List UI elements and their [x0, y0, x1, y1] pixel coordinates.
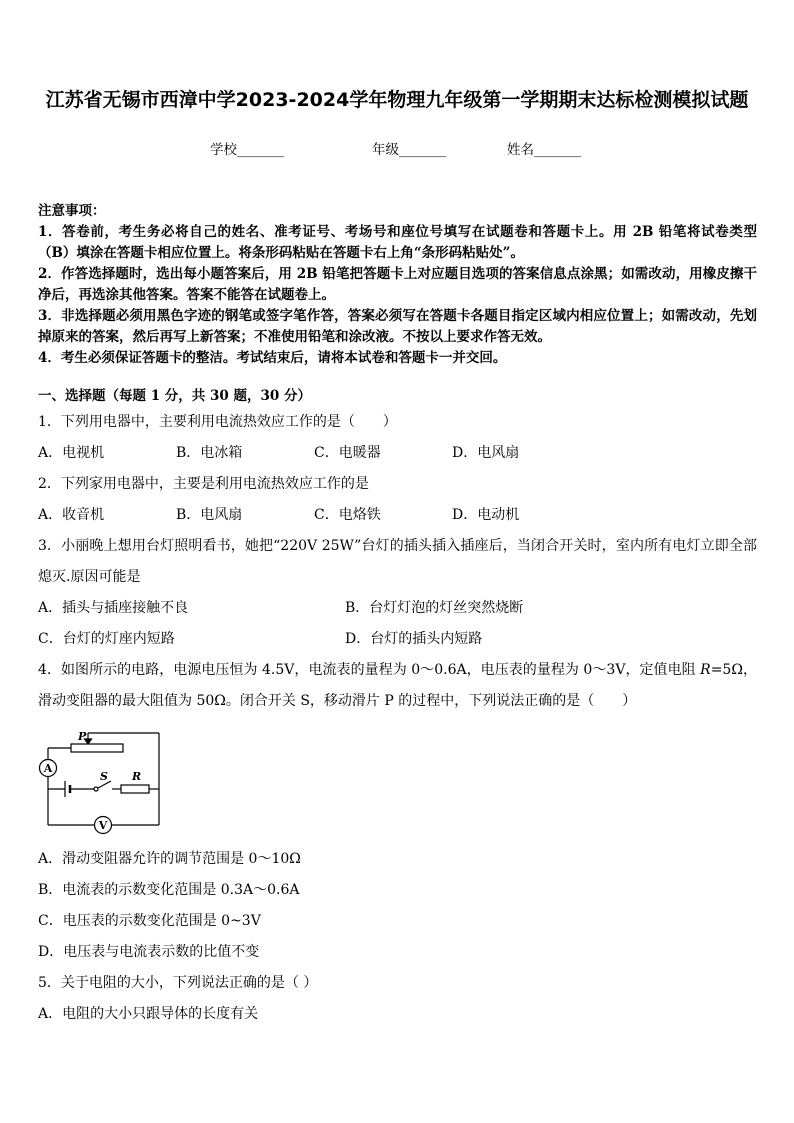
note-item-3: 3．非选择题必须用黑色字迹的钢笔或签字笔作答，答案必须写在答题卡各题目指定区域内相应位置上；如需改动，先划掉原来的答案，然后再写上新答案；不准使用铅笔和涂改液。不按以上要求作答无效。 — [38, 308, 757, 345]
question-3-options-row-2 — [38, 624, 757, 655]
notes-heading: 注意事项： — [38, 203, 106, 219]
question-4-stem — [38, 655, 757, 717]
exam-title: 江苏省无锡市西漳中学2023-2024学年物理九年级第一学期期末达标检测模拟试题 — [45, 89, 749, 111]
question-1-option-b: B．电冰箱 — [176, 445, 243, 461]
section-heading: 一、选择题（每题 1 分，共 30 题，30 分） — [38, 388, 311, 404]
resistor-label: R — [132, 770, 142, 783]
question-5-option-a: A．电阻的大小只跟导体的长度有关 — [38, 1006, 259, 1022]
rheostat-body — [71, 744, 123, 752]
question-4-stem-variable: R — [700, 662, 711, 678]
question-4-figure — [38, 717, 757, 844]
question-2-option-a: A．收音机 — [38, 507, 105, 523]
question-3-option-c: C．台灯的灯座内短路 — [38, 631, 175, 647]
switch-label: S — [100, 770, 108, 783]
question-3-option-a: A．插头与插座接触不良 — [38, 600, 189, 616]
question-3-option-b: B．台灯灯泡的灯丝突然烧断 — [345, 600, 524, 616]
questions-block — [38, 407, 757, 1030]
slider-label: P — [78, 730, 87, 743]
question-1-option-a: A．电视机 — [38, 445, 105, 461]
school-field: 学校_______ — [210, 142, 285, 158]
question-4-option-c: C．电压表的示数变化范围是 0~3V — [38, 913, 261, 929]
question-4-stem-before: 4．如图所示的电路，电源电压恒为 4.5V，电流表的量程为 0～0.6A，电压表的量程为 0～3V，定值电阻 — [38, 662, 701, 678]
note-item-4: 4．考生必须保证答题卡的整洁。考试结束后，请将本试卷和答题卡一并交回。 — [38, 350, 507, 366]
question-1-stem: 1．下列用电器中，主要利用电流热效应工作的是（ ） — [38, 414, 397, 430]
question-1-option-d: D．电风扇 — [452, 445, 520, 461]
question-4-option-a: A．滑动变阻器允许的调节范围是 0～10Ω — [38, 851, 301, 867]
ammeter-label: A — [43, 762, 53, 775]
question-4-option-b: B．电流表的示数变化范围是 0.3A～0.6A — [38, 882, 300, 898]
question-2-options — [38, 500, 757, 531]
voltmeter-label: V — [98, 819, 108, 832]
question-4-option-d: D．电压表与电流表示数的比值不变 — [38, 944, 260, 960]
question-3-options-row-1 — [38, 593, 757, 624]
notes-block — [38, 201, 757, 369]
note-item-2: 2．作答选择题时，选出每小题答案后，用 2B 铅笔把答题卡上对应题目选项的答案信息点涂黑；如需改动，用橡皮擦干净后，再选涂其他答案。答案不能答在试题卷上。 — [38, 266, 757, 303]
question-4-stem-after: =5Ω，滑动变阻器的最大阻值为 50Ω。闭合开关 S，移动滑片 P 的过程中，下列说法正确的是（ ） — [38, 662, 757, 709]
question-1-options — [38, 438, 757, 469]
grade-field: 年级_______ — [372, 142, 447, 158]
name-field: 姓名_______ — [507, 142, 582, 158]
note-item-1: 1．答卷前，考生务必将自己的姓名、准考证号、考场号和座位号填写在试题卷和答题卡上。用 2B 铅笔将试卷类型（B）填涂在答题卡相应位置上。将条形码粘贴在答题卡右上角“条形码粘贴处”。 — [38, 224, 757, 261]
circuit-diagram — [38, 727, 168, 839]
question-1-option-c: C．电暖器 — [314, 445, 381, 461]
fixed-resistor-body — [121, 785, 149, 793]
question-5-stem: 5．关于电阻的大小，下列说法正确的是（ ） — [38, 975, 318, 991]
question-2-option-d: D．电动机 — [452, 507, 520, 523]
question-2-option-b: B．电风扇 — [176, 507, 243, 523]
question-2-option-c: C．电烙铁 — [314, 507, 381, 523]
question-3-option-d: D．台灯的插头内短路 — [345, 631, 483, 647]
question-2-stem: 2．下列家用电器中，主要是利用电流热效应工作的是 — [38, 476, 369, 492]
question-3-stem: 3．小丽晚上想用台灯照明看书，她把“220V 25W”台灯的插头插入插座后，当闭合开关时，室内所有电灯立即全部熄灭.原因可能是 — [38, 538, 757, 585]
switch-pivot — [94, 787, 98, 791]
